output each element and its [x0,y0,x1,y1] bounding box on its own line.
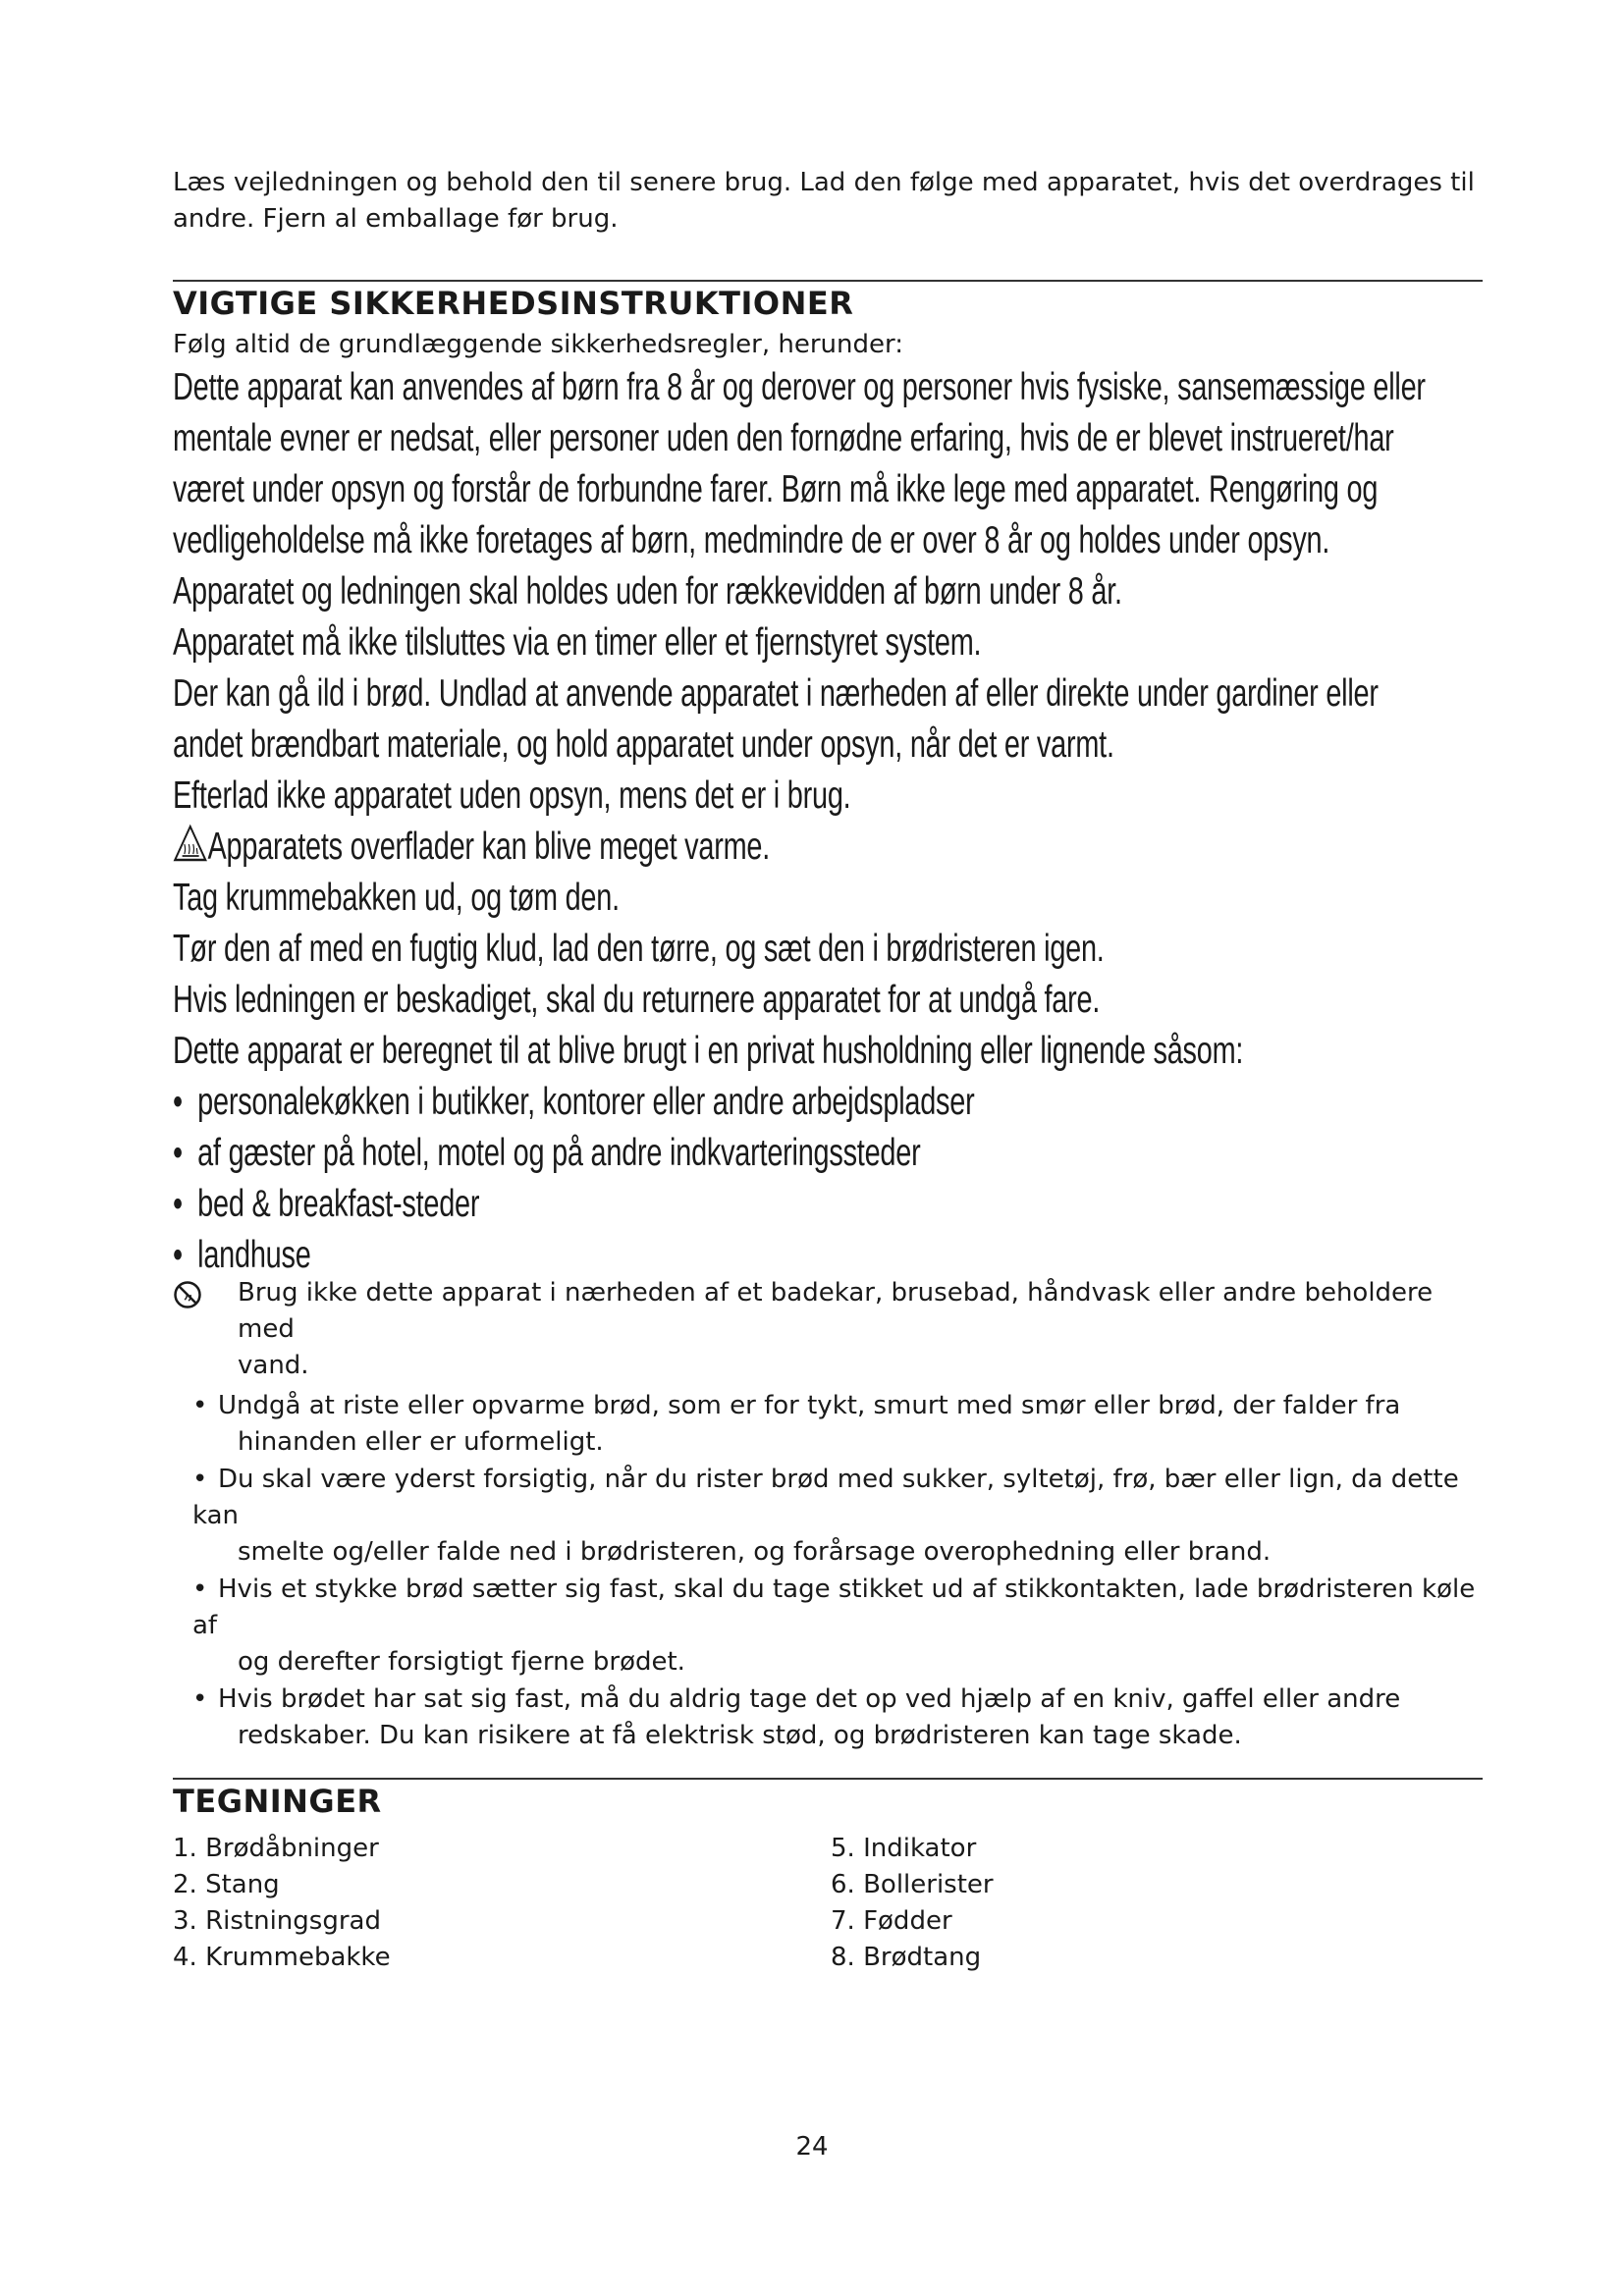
caution-text: Du skal være yderst forsigtig, når du rister brød med sukker, syltetøj, frø, bær eller lign, da dette kan [192,1465,1459,1530]
caution-bullet [173,1388,1483,1461]
caution-line [192,1388,1483,1424]
manual-page [173,165,1483,1976]
caution-bullet [173,1462,1483,1571]
safety-line: Der kan gå ild i brød. Undlad at anvende apparatet i nærheden af eller direkte under gardiner eller [173,672,1379,715]
safety-line: Tør den af med en fugtig klud, lad den tørre, og sæt den i brødristeren igen. [173,928,1105,970]
hot-surface-line [173,822,1481,873]
part-item: 5. Indikator [831,1834,977,1863]
caution-text: Hvis et stykke brød sætter sig fast, skal du tage stikket ud af stikkontakten, lade brødristeren køle af [192,1575,1476,1640]
bullet-mark: • [173,1132,183,1174]
hot-surface-warning-icon [173,824,208,863]
bullet-mark: • [173,1234,183,1276]
bullet-mark: • [192,1575,208,1604]
intro-line: Læs vejledningen og behold den til senere brug. Lad den følge med apparatet, hvis det overdrages til [173,168,1475,197]
caution-text: Undgå at riste eller opvarme brød, som er for tykt, smurt med smør eller brød, der falder fra [218,1391,1401,1420]
safety-line: Apparatet og ledningen skal holdes uden for rækkevidden af børn under 8 år. [173,570,1122,613]
section-subheading: Følg altid de grundlæggende sikkerhedsregler, herunder: [173,330,903,359]
caution-line: og derefter forsigtigt fjerne brødet. [238,1647,685,1677]
intro-line: andre. Fjern al emballage før brug. [173,204,619,234]
no-water-icon [173,1280,202,1309]
section-heading: TEGNINGER [173,1783,382,1820]
part-item: 8. Brødtang [831,1943,982,1972]
usage-bullet [173,1230,1481,1281]
safety-line: Hvis ledningen er beskadiget, skal du returnere apparatet for at undgå fare. [173,979,1101,1021]
usage-bullet [173,1077,1481,1128]
parts-column [831,1831,1420,1976]
safety-section [173,282,1483,1754]
page-number: 24 [795,2132,829,2162]
caution-line [192,1572,1483,1644]
safety-line: Apparatet må ikke tilsluttes via en timer eller et fjernstyret system. [173,621,982,664]
parts-list [173,1831,1483,1976]
safety-instructions-block [173,362,1481,1281]
bullet-mark: • [192,1684,208,1714]
safety-line: været under opsyn og forstår de forbundne farer. Børn må ikke lege med apparatet. Rengøring og [173,468,1379,510]
caution-line [192,1682,1483,1718]
bullet-mark: • [192,1391,208,1420]
section-heading: VIGTIGE SIKKERHEDSINSTRUKTIONER [173,285,854,322]
usage-bullet [173,1179,1481,1230]
usage-bullet-text: personalekøkken i butikker, kontorer eller andre arbejdspladser [197,1081,975,1123]
parts-column [173,1831,831,1976]
part-item: 1. Brødåbninger [173,1834,379,1863]
drawings-section [173,1780,1483,1976]
bullet-mark: • [173,1183,183,1225]
usage-bullet-text: bed & breakfast-steder [197,1183,480,1225]
caution-line: redskaber. Du kan risikere at få elektrisk stød, og brødristeren kan tage skade. [238,1721,1242,1750]
bullet-mark: • [192,1465,208,1494]
part-item: 3. Ristningsgrad [173,1906,381,1936]
caution-bullet [173,1682,1483,1754]
safety-line: Dette apparat kan anvendes af børn fra 8 år og derover og personer hvis fysiske, sansemæssige eller [173,366,1426,408]
caution-bullet [173,1572,1483,1681]
safety-line: vedligeholdelse må ikke foretages af børn, medmindre de er over 8 år og holdes under opsyn. [173,519,1330,561]
part-item: 7. Fødder [831,1906,952,1936]
part-item: 2. Stang [173,1870,280,1899]
usage-bullet-text: landhuse [197,1234,311,1276]
safety-line: andet brændbart materiale, og hold apparatet under opsyn, når det er varmt. [173,723,1114,766]
part-item: 6. Bollerister [831,1870,994,1899]
safety-line: Dette apparat er beregnet til at blive brugt i en privat husholdning eller lignende såsom: [173,1030,1244,1072]
usage-bullet [173,1128,1481,1179]
water-warning-line: vand. [238,1351,309,1380]
caution-line: hinanden eller er uformeligt. [238,1427,604,1457]
hot-surface-text: Apparatets overflader kan blive meget varme. [207,826,771,868]
safety-line: Efterlad ikke apparatet uden opsyn, mens det er i brug. [173,774,851,817]
safety-line: mentale evner er nedsat, eller personer uden den fornødne erfaring, hvis de er blevet instrueret/har [173,417,1394,459]
water-warning-line: Brug ikke dette apparat i nærheden af et badekar, brusebad, håndvask eller andre beholdere med [238,1278,1434,1344]
caution-line [192,1462,1483,1534]
safety-line: Tag krummebakken ud, og tøm den. [173,877,620,919]
caution-text: Hvis brødet har sat sig fast, må du aldrig tage det op ved hjælp af en kniv, gaffel eller andre [218,1684,1401,1714]
intro [173,165,1483,238]
bullet-mark: • [173,1081,183,1123]
caution-line: smelte og/eller falde ned i brødristeren, og forårsage overophedning eller brand. [238,1537,1272,1567]
water-warning [173,1275,1483,1384]
part-item: 4. Krummebakke [173,1943,391,1972]
usage-bullet-text: af gæster på hotel, motel og på andre indkvarteringssteder [197,1132,921,1174]
